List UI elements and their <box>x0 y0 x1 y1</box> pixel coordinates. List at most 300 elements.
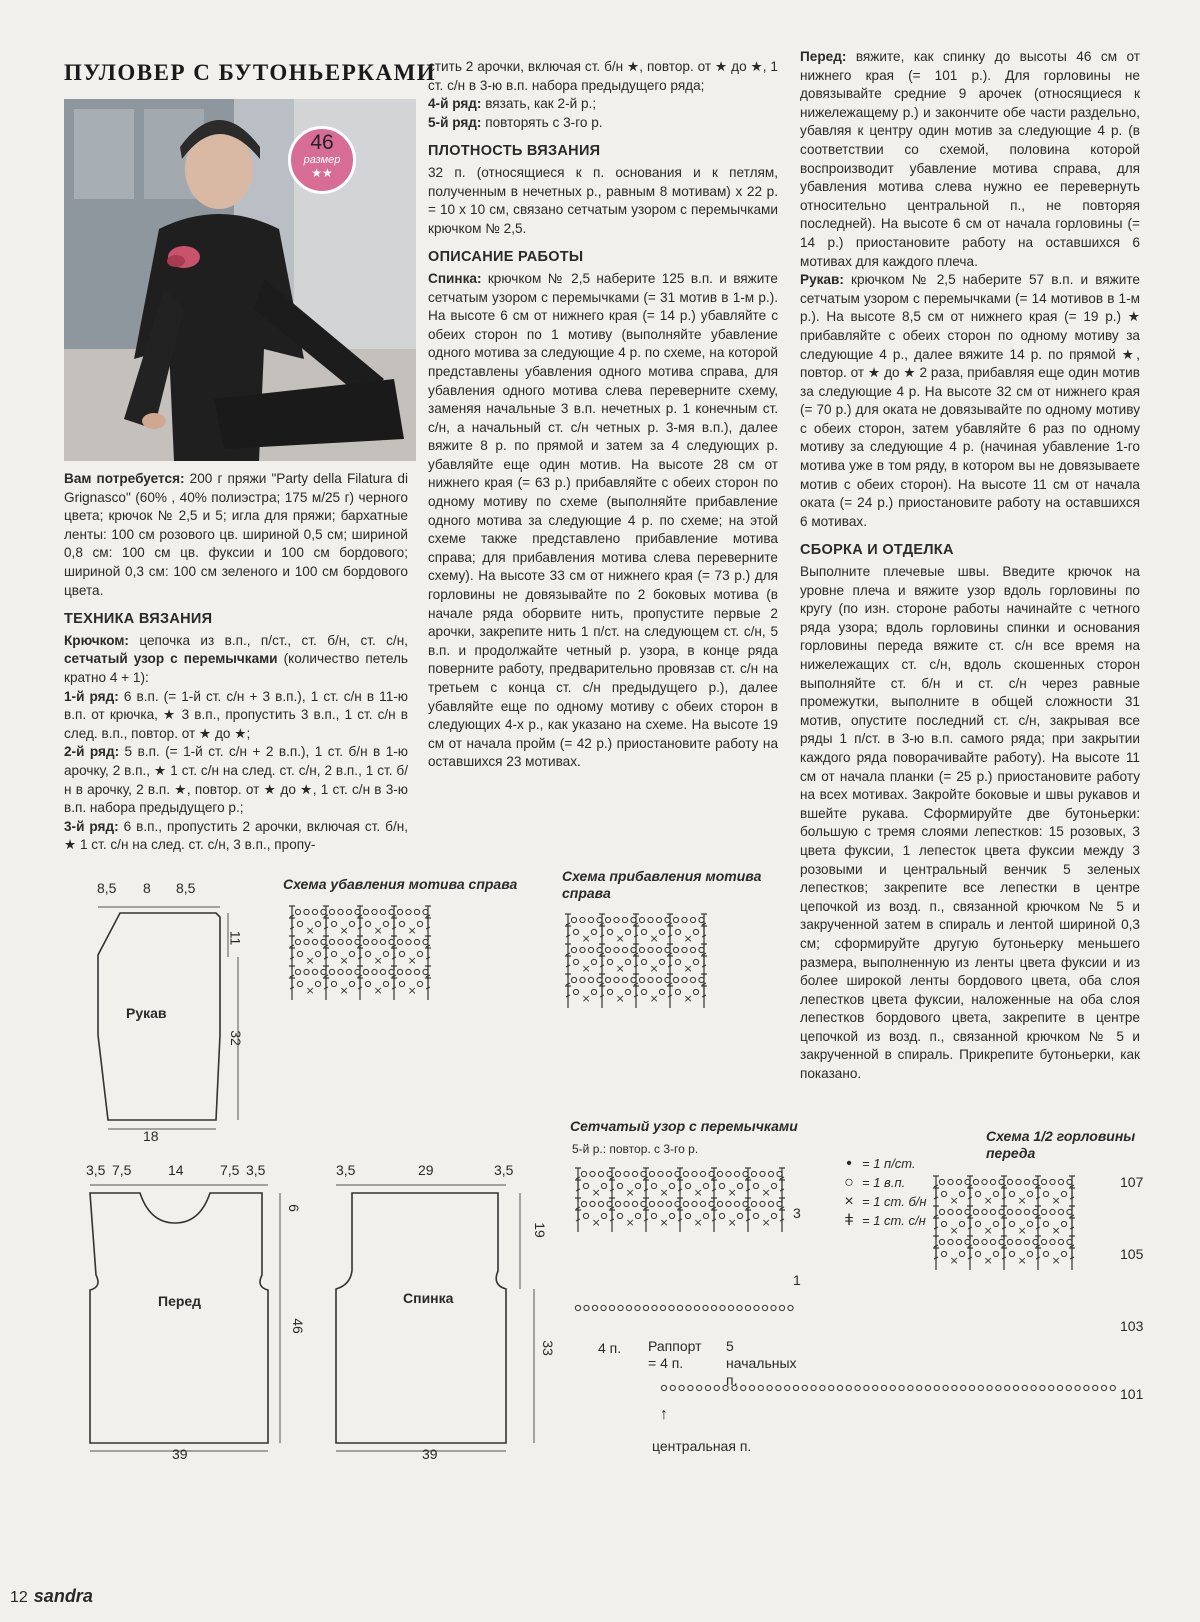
chain-stitch <box>312 939 317 944</box>
sc-stitch: × <box>649 962 659 975</box>
chain-stitch <box>573 959 578 964</box>
chain-stitch <box>609 1305 614 1310</box>
chain-stitch <box>996 1385 1001 1390</box>
chain-stitch <box>625 989 630 994</box>
row4 <box>428 95 778 114</box>
chain-stitch <box>635 1305 640 1310</box>
sc-stitch: × <box>983 1224 993 1237</box>
chain-stitch <box>982 1239 987 1244</box>
sc-stitch: × <box>339 954 349 967</box>
sleeve-dim-top-mid: 8 <box>143 880 151 896</box>
chain-stitch <box>837 1385 842 1390</box>
chain-stitch <box>573 929 578 934</box>
chain-stitch <box>829 1385 834 1390</box>
chain-stitch <box>959 1221 964 1226</box>
chain-stitch <box>399 981 404 986</box>
row1-text: 6 в.п. (= 1-й ст. с/н + 3 в.п.), 1 ст. с/н в 11-ю в.п. от крючка, ★ 3 в.п., пропустить 3 в.п., 1 ст. с/н в след. в.п., повтор. от ★ до ★; <box>64 688 408 741</box>
chain-stitch <box>571 917 576 922</box>
footer <box>10 1586 93 1607</box>
chain-stitch <box>975 1221 980 1226</box>
chain-stitch <box>338 969 343 974</box>
legend-slip: • = 1 п/ст. <box>846 1155 916 1172</box>
chain-stitch <box>304 939 309 944</box>
chain-stitch <box>372 939 377 944</box>
hook-text: цепочка из в.п., п/ст., ст. б/н, ст. с/н, <box>128 632 408 648</box>
front-dim-t2: 7,5 <box>112 1162 132 1178</box>
sc-stitch: × <box>581 962 591 975</box>
chain-stitch <box>943 1385 948 1390</box>
chain-stitch <box>383 981 388 986</box>
chain-stitch <box>925 1385 930 1390</box>
sc-stitch: × <box>339 984 349 997</box>
chain-stitch <box>580 977 585 982</box>
chain-stitch <box>1066 1385 1071 1390</box>
front-text: вяжите, как спинку до высоты 46 см от нижнего края (= 101 р.). Для горловины не довязывайте средние 9 арочек (относящиеся к нижележащему р.) и закончите обе части раздельно, убавляя к центру один мотив за следующие 4 р. (в соответствии со схемой, половина которой воспроизводит убавление мотива справа, для убавления мотива слева нужно ее перевернуть относительно центральной п., не повторяя последней). На высоте 6 см от начала горловины (= 14 р.) приостановите работу на оставшихся 6 мотивах для каждого плеча. <box>800 49 1140 269</box>
chain-stitch <box>1067 1239 1072 1244</box>
sc-stitch: × <box>983 1194 993 1207</box>
chain-stitch <box>331 921 336 926</box>
chain-stitch <box>592 1305 597 1310</box>
back-paragraph <box>428 270 778 772</box>
chain-stitch <box>397 909 402 914</box>
chain-stitch <box>820 1385 825 1390</box>
chain-stitch <box>583 1213 588 1218</box>
chain-stitch <box>690 947 695 952</box>
sc-stitch: × <box>305 924 315 937</box>
chain-stitch <box>1007 1209 1012 1214</box>
chain-stitch <box>598 1201 603 1206</box>
chain-stitch <box>588 977 593 982</box>
chain-stitch <box>948 1239 953 1244</box>
neck-row-105: 105 <box>1120 1246 1144 1262</box>
chain-stitch <box>1050 1179 1055 1184</box>
front-dim-height: 46 <box>289 1318 306 1334</box>
chain-stitch <box>1041 1179 1046 1184</box>
row5 <box>428 114 778 133</box>
chain-stitch <box>624 1171 629 1176</box>
mesh-note: 5-й р.: повтор. с 3-го р. <box>572 1142 699 1156</box>
neck-row-103: 103 <box>1120 1318 1144 1334</box>
row3-text: 6 в.п., пропустить 2 арочки, включая ст. б/н, ★ 1 ст. с/н на след. ст. с/н, 3 в.п., пропу- <box>64 818 408 853</box>
chain-stitch <box>661 1385 666 1390</box>
chain-stitch <box>941 1221 946 1226</box>
sc-stitch: × <box>591 1216 601 1229</box>
chain-stitch <box>648 917 653 922</box>
chain-stitch <box>601 1183 606 1188</box>
chain-stitch <box>618 1305 623 1310</box>
increase-chart <box>560 906 760 1086</box>
chain-stitch <box>982 1209 987 1214</box>
sc-stitch: × <box>615 962 625 975</box>
chain-stitch <box>591 989 596 994</box>
chain-stitch <box>389 939 394 944</box>
chain-stitch <box>679 1385 684 1390</box>
pattern-label: сетчатый узор с перемычками <box>64 651 278 667</box>
chain-stitch <box>363 939 368 944</box>
chain-stitch <box>575 1305 580 1310</box>
front-dim-neck: 6 <box>285 1204 302 1212</box>
size-badge <box>288 126 356 194</box>
increase-caption: Схема прибавления мотива справа <box>562 868 762 901</box>
chain-stitch <box>1007 1179 1012 1184</box>
chain-stitch <box>423 969 428 974</box>
sleeve-dim-cap: 11 <box>227 930 244 946</box>
chain-stitch <box>693 989 698 994</box>
chain-stitch <box>959 1191 964 1196</box>
chain-stitch <box>908 1385 913 1390</box>
sc-stitch: × <box>591 1186 601 1199</box>
chain-stitch <box>659 989 664 994</box>
chain-stitch <box>665 947 670 952</box>
front-dim-t5: 3,5 <box>246 1162 266 1178</box>
badge-number: 46 <box>310 131 334 154</box>
chain-stitch <box>365 951 370 956</box>
chain-stitch <box>1031 1385 1036 1390</box>
front-dim-t3: 14 <box>168 1162 184 1178</box>
chain-stitch <box>675 929 680 934</box>
chain-stitch <box>873 1385 878 1390</box>
sc-stitch: × <box>373 984 383 997</box>
sc-stitch: × <box>683 992 693 1005</box>
chain-stitch <box>1101 1385 1106 1390</box>
chain-stitch <box>329 969 334 974</box>
sc-stitch: × <box>407 954 417 967</box>
chain-stitch <box>881 1385 886 1390</box>
sleeve-paragraph <box>800 271 1140 531</box>
chain-stitch <box>1009 1191 1014 1196</box>
chain-stitch <box>389 969 394 974</box>
chain-stitch <box>355 909 360 914</box>
chain-stitch <box>614 917 619 922</box>
sc-stitch: × <box>615 992 625 1005</box>
chain-stitch <box>380 969 385 974</box>
chain-stitch <box>956 1209 961 1214</box>
brand-logo: sandra <box>33 1586 93 1606</box>
chain-stitch <box>304 969 309 974</box>
chain-stitch <box>355 939 360 944</box>
materials-paragraph <box>64 470 408 600</box>
chain-stitch <box>601 1305 606 1310</box>
legend-sc-text: = 1 ст. б/н <box>862 1194 927 1209</box>
legend-chain-text: = 1 в.п. <box>862 1175 906 1190</box>
chain-stitch <box>1043 1221 1048 1226</box>
sleeve-text: крючком № 2,5 наберите 57 в.п. и вяжите сетчатым узором с перемычками (= 14 мотивов в 1-м р.). На высоте 8,5 см от нижнего края (= 19 р.) ★ прибавляйте с обеих сторон по одному мотиву за следующие 4 р., далее вяжите 14 р. по прямой ★, повтор. от ★ до ★ 2 раза, прибавляя еще один мотив за следующие 4 р. На высоте 32 см от нижнего края (= 70 р.) для оката не довязывайте по одному мотиву с обеих сторон, затем убавляйте 6 раз по одному мотиву за следующие 4 р. (начиная убавление 1-го мотива уже в том ряду, в котором вы не довязываете мотив с обеих сторон). На высоте 11 см от начала оката (= 24 р.) приостановите работу на оставшихся 6 мотивах. <box>800 272 1140 529</box>
chain-stitch <box>321 969 326 974</box>
back-dim-t2: 29 <box>418 1162 434 1178</box>
chain-stitch <box>590 1201 595 1206</box>
technique-paragraph <box>64 632 408 688</box>
chain-stitch <box>363 969 368 974</box>
chain-stitch <box>329 939 334 944</box>
mesh-row-1: 1 <box>793 1272 801 1288</box>
chain-stitch <box>321 939 326 944</box>
chain-stitch <box>397 969 402 974</box>
legend-slip-text: = 1 п/ст. <box>862 1156 916 1171</box>
chain-stitch <box>1061 1251 1066 1256</box>
work-heading: ОПИСАНИЕ РАБОТЫ <box>428 249 584 266</box>
sc-stitch: × <box>693 1186 703 1199</box>
chain-stitch <box>675 989 680 994</box>
sc-stitch: × <box>983 1254 993 1267</box>
chain-stitch <box>581 1171 586 1176</box>
chain-stitch <box>580 917 585 922</box>
chain-stitch <box>622 917 627 922</box>
chain-stitch <box>372 909 377 914</box>
chain-stitch <box>993 1251 998 1256</box>
chain-stitch <box>917 1385 922 1390</box>
chain-stitch <box>297 981 302 986</box>
decrease-caption: Схема убавления мотива справа <box>283 876 518 892</box>
back-dim-bottom: 39 <box>422 1446 438 1462</box>
chain-stitch <box>641 959 646 964</box>
chain-stitch <box>635 1213 640 1218</box>
sc-stitch: × <box>649 992 659 1005</box>
technique-heading: ТЕХНИКА ВЯЗАНИЯ <box>64 611 213 628</box>
chain-stitch <box>349 981 354 986</box>
chain-stitch <box>987 1385 992 1390</box>
sc-stitch: × <box>305 984 315 997</box>
row5-text: повторять с 3-го р. <box>481 114 603 130</box>
sc-stitch: × <box>1017 1224 1027 1237</box>
chain-stitch <box>631 977 636 982</box>
chain-stitch <box>580 947 585 952</box>
sleeve-dim-bottom: 18 <box>143 1128 159 1144</box>
chain-stitch <box>617 1183 622 1188</box>
mesh-bottom-start: 5 начальных п. <box>726 1338 797 1388</box>
chain-stitch <box>1084 1385 1089 1390</box>
chain-stitch <box>956 1239 961 1244</box>
chain-stitch <box>1058 1239 1063 1244</box>
chain-stitch <box>699 977 704 982</box>
neck-caption: Схема 1/2 горловины переда <box>986 1128 1136 1161</box>
chain-stitch <box>699 917 704 922</box>
chain-stitch <box>682 917 687 922</box>
sc-stitch: × <box>659 1216 669 1229</box>
chain-stitch <box>588 947 593 952</box>
chain-stitch <box>934 1385 939 1390</box>
column-1 <box>64 470 408 855</box>
chain-stitch <box>338 939 343 944</box>
chain-stitch <box>331 981 336 986</box>
chain-stitch <box>693 929 698 934</box>
chain-stitch <box>417 981 422 986</box>
chain-stitch <box>1050 1239 1055 1244</box>
row2 <box>64 743 408 817</box>
chain-stitch <box>682 977 687 982</box>
chain-stitch <box>959 1251 964 1256</box>
mesh-bottom-repeat: Раппорт = 4 п. <box>648 1338 702 1371</box>
row2-text: 5 в.п. (= 1-й ст. с/н + 2 в.п.), 1 ст. б/н в 1-ю арочку, 2 в.п., ★ 1 ст. с/н на след. ст. с/н, 2 в.п., 1 ст. б/н в арочку, 2 в.п. ★, повтор. от ★ до ★, 1 ст. с/н в 3-ю в.п. набора предыдущего р.; <box>64 744 408 816</box>
chain-stitch <box>346 939 351 944</box>
chain-stitch <box>965 1239 970 1244</box>
chain-stitch <box>673 947 678 952</box>
sleeve-label: Рукав <box>126 1005 167 1021</box>
chain-stitch <box>617 1213 622 1218</box>
chain-stitch <box>1013 1385 1018 1390</box>
chain-stitch <box>952 1385 957 1390</box>
chain-stitch <box>941 1251 946 1256</box>
chain-stitch <box>1024 1179 1029 1184</box>
chain-stitch <box>605 947 610 952</box>
chain-stitch <box>999 1179 1004 1184</box>
sc-stitch: × <box>761 1216 771 1229</box>
front-label: Перед: <box>800 49 847 64</box>
row4-label: 4-й ряд: <box>428 96 482 112</box>
chain-stitch <box>975 1191 980 1196</box>
sleeve-dim-height: 32 <box>227 1030 244 1046</box>
chain-stitch <box>656 947 661 952</box>
chain-stitch <box>1016 1239 1021 1244</box>
chain-stitch <box>397 939 402 944</box>
chain-stitch <box>1061 1191 1066 1196</box>
row3 <box>64 818 408 855</box>
chain-stitch <box>631 947 636 952</box>
density-text: 32 п. (относящиеся к п. основания и к петлям, полученным в нечетных р., равным 8 мотивам) х 22 р. = 10 х 10 см, связано сетчатым узором с перемычками крючком № 2,5. <box>428 164 778 236</box>
chain-stitch <box>864 1385 869 1390</box>
chain-stitch <box>714 1385 719 1390</box>
chain-stitch <box>581 1201 586 1206</box>
chain-stitch <box>956 1179 961 1184</box>
sc-stitch: × <box>615 932 625 945</box>
sc-stitch: × <box>339 924 349 937</box>
chain-stitch <box>656 917 661 922</box>
chain-stitch <box>690 977 695 982</box>
chain-stitch <box>1027 1251 1032 1256</box>
chain-stitch <box>591 959 596 964</box>
chain-stitch <box>338 909 343 914</box>
chain-stitch <box>399 951 404 956</box>
materials-label: Вам потребуется: <box>64 471 185 486</box>
chain-stitch <box>846 1385 851 1390</box>
chain-stitch <box>601 1213 606 1218</box>
chain-stitch <box>406 939 411 944</box>
sc-stitch: × <box>407 984 417 997</box>
chain-stitch <box>969 1385 974 1390</box>
chain-stitch <box>1024 1239 1029 1244</box>
chain-stitch <box>899 1385 904 1390</box>
chain-stitch <box>948 1209 953 1214</box>
chain-stitch <box>365 981 370 986</box>
chain-stitch <box>591 929 596 934</box>
chain-stitch <box>1043 1191 1048 1196</box>
mesh-row-3: 3 <box>793 1205 801 1221</box>
chain-stitch <box>414 939 419 944</box>
chain-stitch <box>999 1209 1004 1214</box>
chain-stitch <box>1041 1239 1046 1244</box>
page-number: 12 <box>10 1589 28 1606</box>
chain-stitch <box>673 977 678 982</box>
sc-stitch: × <box>949 1254 959 1267</box>
chain-stitch <box>1033 1179 1038 1184</box>
decrease-chart <box>284 898 494 1138</box>
chain-stitch <box>607 1171 612 1176</box>
chain-stitch <box>890 1385 895 1390</box>
chain-stitch <box>965 1179 970 1184</box>
chain-stitch <box>380 909 385 914</box>
chain-stitch <box>312 909 317 914</box>
chain-stitch <box>1057 1385 1062 1390</box>
chain-stitch <box>573 989 578 994</box>
chain-stitch <box>999 1239 1004 1244</box>
chain-stitch <box>973 1179 978 1184</box>
chain-stitch <box>1041 1209 1046 1214</box>
chain-stitch <box>626 1305 631 1310</box>
chain-stitch <box>631 917 636 922</box>
chain-stitch <box>383 921 388 926</box>
chain-stitch <box>355 969 360 974</box>
chain-stitch <box>624 1201 629 1206</box>
chain-stitch <box>643 1305 648 1310</box>
model-photo <box>64 99 416 461</box>
chain-stitch <box>1016 1179 1021 1184</box>
chain-stitch <box>597 977 602 982</box>
chain-stitch <box>389 909 394 914</box>
chain-stitch <box>571 977 576 982</box>
chain-stitch <box>607 929 612 934</box>
chain-stitch <box>1022 1385 1027 1390</box>
chain-stitch <box>571 947 576 952</box>
chain-stitch <box>622 977 627 982</box>
chain-stitch <box>598 1171 603 1176</box>
chain-stitch <box>622 947 627 952</box>
chain-stitch <box>584 1305 589 1310</box>
chain-stitch <box>372 969 377 974</box>
chain-stitch <box>295 939 300 944</box>
chain-stitch <box>414 909 419 914</box>
chain-stitch <box>1027 1221 1032 1226</box>
density-heading: ПЛОТНОСТЬ ВЯЗАНИЯ <box>428 143 601 160</box>
chain-stitch <box>417 951 422 956</box>
legend-chain: ○ = 1 в.п. <box>844 1174 906 1191</box>
chain-stitch <box>295 969 300 974</box>
assembly-text: Выполните плечевые швы. Введите крючок на уровне плеча и вяжите узор вдоль горловины по кругу (по изн. стороне работы начинайте с четного ряда узора; вдоль горловины спинки и основания горловины переда вяжите ст. с/н все время на нижележащих ст. с/н, вдоль скошенных сторон выполняйте ст. б/н и ст. с/н через равные промежутки, выполните в общей сложности 31 мотив, опустите последний ст. с/н, закрывая все ряды 1 п/ст. в 3-ю в.п. самого ряда; при закрытии каждого ряда поворачивайте работу). На высоте 11 см от начала планки (= 25 р.) приостановите работу на всех мотивах. Закройте боковые и швы рукавов и вшейте рукава. Сформируйте две бутоньерки: большую с тремя слоями лепестков: 15 розовых, 3 цвета фуксии, 1 лепесток цвета фуксии между 3 розовыми и центральный венчик 5 зеленых лепестков; закрепите все лепестки в центре цепочкой из возд. п., связанной крючком № 5 и закрученной затем в спираль и лентой шириной 0,3 см; сформируйте другую бутоньерку меньшего размера, выполненную из ленты цвета фуксии и из более широкой ленты бордового цвета, оба слоя лепестков цвета фуксии, наложенные на оба слоя лепестков бордового цвета, закрепите в центре цепочкой из возд. п., связанной крючком № 5 и закрученной в спираль. Прикрепите бутоньерки, как показано. <box>800 564 1140 1082</box>
chain-stitch <box>993 1191 998 1196</box>
chain-stitch <box>973 1209 978 1214</box>
chain-stitch <box>423 909 428 914</box>
chain-stitch <box>597 917 602 922</box>
front-dim-t4: 7,5 <box>220 1162 240 1178</box>
sc-stitch: × <box>727 1186 737 1199</box>
hook-label: Крючком: <box>64 632 129 648</box>
chain-stitch <box>614 947 619 952</box>
chain-stitch <box>641 989 646 994</box>
chain-stitch <box>1005 1385 1010 1390</box>
chain-stitch <box>614 977 619 982</box>
chain-stitch <box>1009 1221 1014 1226</box>
chain-stitch <box>639 977 644 982</box>
chain-stitch <box>605 977 610 982</box>
mesh-caption: Сетчатый узор с перемычками <box>570 1118 798 1134</box>
chain-stitch <box>315 981 320 986</box>
chain-stitch <box>365 921 370 926</box>
chain-stitch <box>321 909 326 914</box>
chain-stitch <box>414 969 419 974</box>
sc-stitch: × <box>581 932 591 945</box>
chain-stitch <box>1009 1251 1014 1256</box>
chain-stitch <box>315 951 320 956</box>
sc-stitch: × <box>949 1194 959 1207</box>
legend-dc-text: = 1 ст. с/н <box>862 1213 926 1228</box>
chain-stitch <box>1050 1209 1055 1214</box>
sleeve-dim-top-right: 8,5 <box>176 880 196 896</box>
row3-label: 3-й ряд: <box>64 818 119 834</box>
sc-stitch: × <box>373 924 383 937</box>
chain-stitch <box>982 1179 987 1184</box>
column-2 <box>428 58 778 772</box>
chain-stitch <box>1093 1385 1098 1390</box>
sc-stitch: × <box>1051 1254 1061 1267</box>
central-arrow: ↑ <box>660 1406 668 1423</box>
